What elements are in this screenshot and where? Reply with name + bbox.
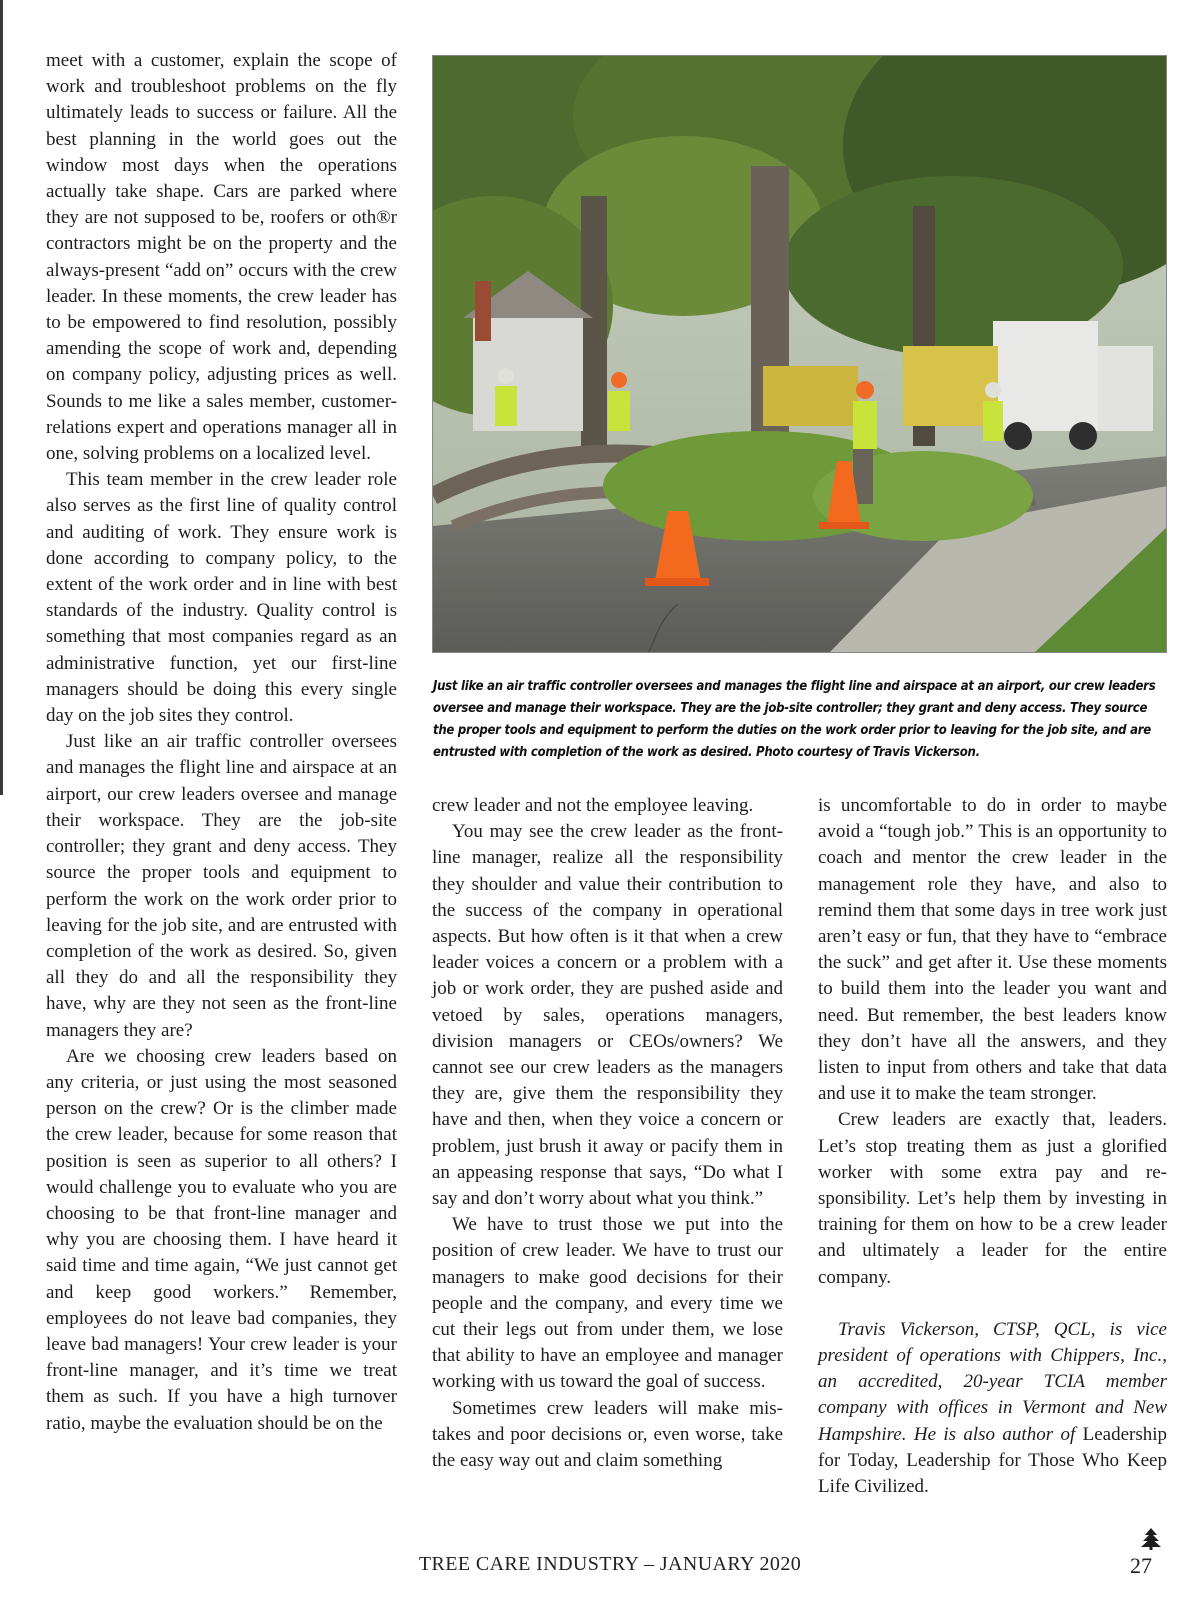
paragraph: You may see the crew leader as the front-line manager, realize all the responsibility they shoulder and value their contribution to the success of the company in operational aspects. But how often is it that when a crew leader voices a concern or a problem with a job or work order, they are pushed aside and vetoed by sales, operations managers, division managers or CEOs/owners? We cannot see our crew leaders as the managers they are, give them the responsibility they have and then, when they voice a concern or problem, just brush it away or pacify them in an appeasing response that says, “Do what I say and don’t worry about what you think.” — [432, 821, 783, 1210]
paragraph: This team member in the crew leader role also serves as the first line of quality control and auditing of work. They ensure work is done according to company policy, to the extent of the work order and in line with best standards of the industry. Quality control is something that most companies regard as an administrative function, yet our first-line managers should be doing this every single day on the job sites they control. — [46, 469, 397, 727]
paragraph: Are we choosing crew leaders based on any criteria, or just using the most seasoned person on the crew? Or is the climber made the crew leader, because for some reason that position is seen as superior to all others? I would challenge you to evaluate who you are choosing to be that front-line manager and why you are choosing them. I have heard it said time and time again, “We just cannot get and keep good workers.” Remember, employees do not leave bad companies, they leave bad managers! Your crew leader is your front-line manager, and it’s time we treat them as such. If you have a high turnover ratio, maybe the evaluation should be on the — [46, 1045, 397, 1434]
paragraph: meet with a customer, explain the scope of work and troubleshoot problems on the fly ultimately leads to success or failure. All the best planning in the world goes out the window most days when the operations actually take shape. Cars are parked where they are not supposed to be, roofers or oth®r contractors might be on the property and the always-present “add on” occurs with the crew leader. In these moments, the crew leader has to be empowered to find resolution, possibly amending the scope of work and, depending on company policy, adjusting prices as well. Sounds to me like a sales member, customer-relations expert and operations manager all in one, solving problems on a localized level. — [46, 50, 397, 465]
page-number: 27 — [1130, 1553, 1152, 1578]
tree-end-mark-icon — [1141, 1528, 1161, 1550]
paragraph: is uncomfortable to do in order to maybe avoid a “tough job.” This is an opportunity to coach and mentor the crew leader in the management role they have, and also to remind them that some days in tree work just aren’t easy or fun, that they have to “embrace the suck” and get after it. Use these moments to build them into the leader you want and need. But remember, the best leaders know they don’t have all the answers, and they listen to input from others and take that data and use it to make the team stronger. — [818, 795, 1167, 1105]
paragraph: crew leader and not the employee leaving. — [432, 795, 754, 816]
publication-footer: TREE CARE INDUSTRY – JANUARY 2020 — [418, 1553, 802, 1575]
article-photo — [432, 55, 1167, 653]
author-bio — [818, 1317, 1167, 1500]
paragraph: Sometimes crew leaders will make mistakes and poor decisions or, even worse, take the easy way out and claim something — [432, 1397, 783, 1472]
article-column-3 — [818, 793, 1167, 1500]
book-title: Leadership for Today, Leadership for Those Who Keep Life Civilized. — [818, 1423, 1167, 1498]
tree-crew-photo-illustration — [433, 56, 1167, 653]
page-edge-shadow — [0, 0, 3, 795]
author-bio-text: Travis Vickerson, CTSP, QCL, is vice president of operations with Chippers, Inc., an accredited, 20-year TCIA member company with offices in Vermont and New Hampshire. He is also author of — [818, 1318, 1167, 1445]
paragraph: Just like an air traffic controller oversees and manages the flight line and airspace at an airport, our crew leaders oversee and manage their workspace. They are the job-site controller; they grant and deny access. They source the proper tools and equipment to perform the work on the work order prior to leaving for the job site, and are entrusted with completion of the work as desired. So, given all they do and all the responsibility they have, why are they not seen as the front-line managers they are? — [46, 731, 397, 1041]
paragraph: Crew leaders are exactly that, leaders. Let’s stop treating them as just a glorified worker with some extra pay and responsibility. Let’s help them by investing in training for them on how to be a crew leader and ultimately a leader for the entire company. — [818, 1109, 1167, 1288]
article-column-1 — [46, 48, 397, 1437]
paragraph: We have to trust those we put into the position of crew leader. We have to trust our managers to make good decisions for their people and the company, and every time we cut their legs out from under them, we lose that ability to have an employee and manager working with us toward the goal of success. — [432, 1214, 783, 1393]
photo-caption: Just like an air traffic controller oversees and manages the flight line and airspace at an airport, our crew leaders oversee and manage their workspace. They are the job-site controller; they grant and deny access. They source the proper tools and equipment to perform the duties on the work order prior to leaving for the job site, and are entrusted with completion of the work as desired. Photo courtesy of Travis Vickerson. — [433, 679, 1156, 760]
article-column-2 — [432, 793, 783, 1474]
